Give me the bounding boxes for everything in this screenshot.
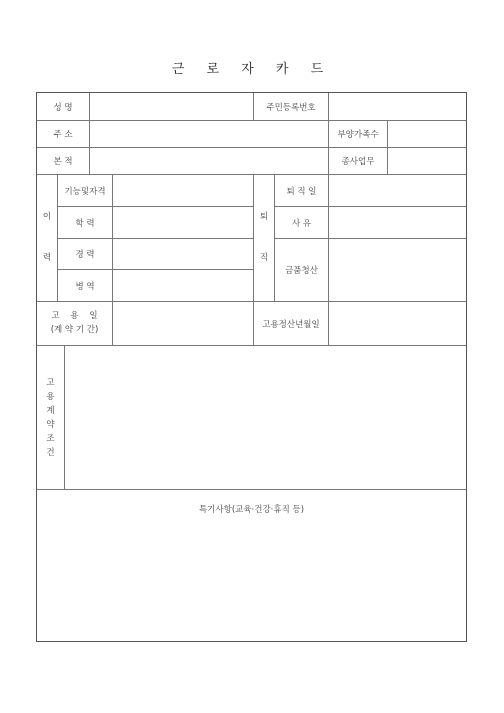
name-field[interactable] bbox=[90, 93, 253, 120]
job-duty-label: 종사업무 bbox=[341, 157, 375, 167]
settlement-field[interactable] bbox=[329, 239, 466, 301]
skills-cert-field[interactable] bbox=[113, 175, 253, 206]
row-divider bbox=[37, 489, 466, 490]
dependents-field[interactable] bbox=[388, 121, 466, 147]
name-label: 성 명 bbox=[53, 102, 73, 113]
retire-date-label: 퇴 직 일 bbox=[286, 186, 317, 197]
resident-number-label: 주민등록번호 bbox=[266, 102, 316, 113]
military-field[interactable] bbox=[113, 270, 253, 301]
military-label: 병 역 bbox=[75, 281, 95, 292]
resident-number-field[interactable] bbox=[329, 93, 466, 120]
remarks-label: 특기사항(교육·건강·휴직 등) bbox=[198, 505, 305, 515]
employment-date-label bbox=[37, 302, 112, 345]
address-field[interactable] bbox=[90, 121, 328, 147]
employment-date-field[interactable] bbox=[113, 302, 253, 345]
reason-field[interactable] bbox=[329, 207, 466, 238]
job-duty-field[interactable] bbox=[388, 148, 466, 174]
employment-date-label-line1: 고 용 일 bbox=[51, 311, 98, 321]
employment-date-label-line2: (계 약 기 간) bbox=[50, 324, 99, 335]
origin-field[interactable] bbox=[90, 148, 328, 174]
worker-card-form bbox=[36, 92, 467, 642]
education-label: 학 력 bbox=[75, 218, 95, 229]
insurance-date-label: 고용정산년월일 bbox=[262, 319, 320, 330]
retire-date-field[interactable] bbox=[329, 175, 466, 206]
reason-label: 사 유 bbox=[291, 218, 312, 229]
contract-terms-field[interactable] bbox=[65, 346, 466, 489]
origin-label: 본 적 bbox=[53, 157, 73, 167]
education-field[interactable] bbox=[113, 207, 253, 238]
contract-terms-label: 고 용 계 약 조 건 bbox=[46, 377, 55, 458]
remarks-field[interactable] bbox=[37, 519, 466, 641]
skills-cert-label: 기능및자격 bbox=[64, 186, 106, 197]
insurance-date-field[interactable] bbox=[329, 302, 466, 345]
career-field[interactable] bbox=[113, 239, 253, 269]
address-label: 주 소 bbox=[53, 130, 73, 140]
history-label: 이 력 bbox=[42, 212, 52, 263]
retirement-label: 퇴 직 bbox=[259, 212, 269, 263]
page-title: 근 로 자 카 드 bbox=[171, 62, 333, 77]
career-label: 경 력 bbox=[75, 250, 95, 260]
settlement-label: 금품청산 bbox=[285, 266, 318, 276]
dependents-label: 부양가족수 bbox=[337, 130, 379, 140]
